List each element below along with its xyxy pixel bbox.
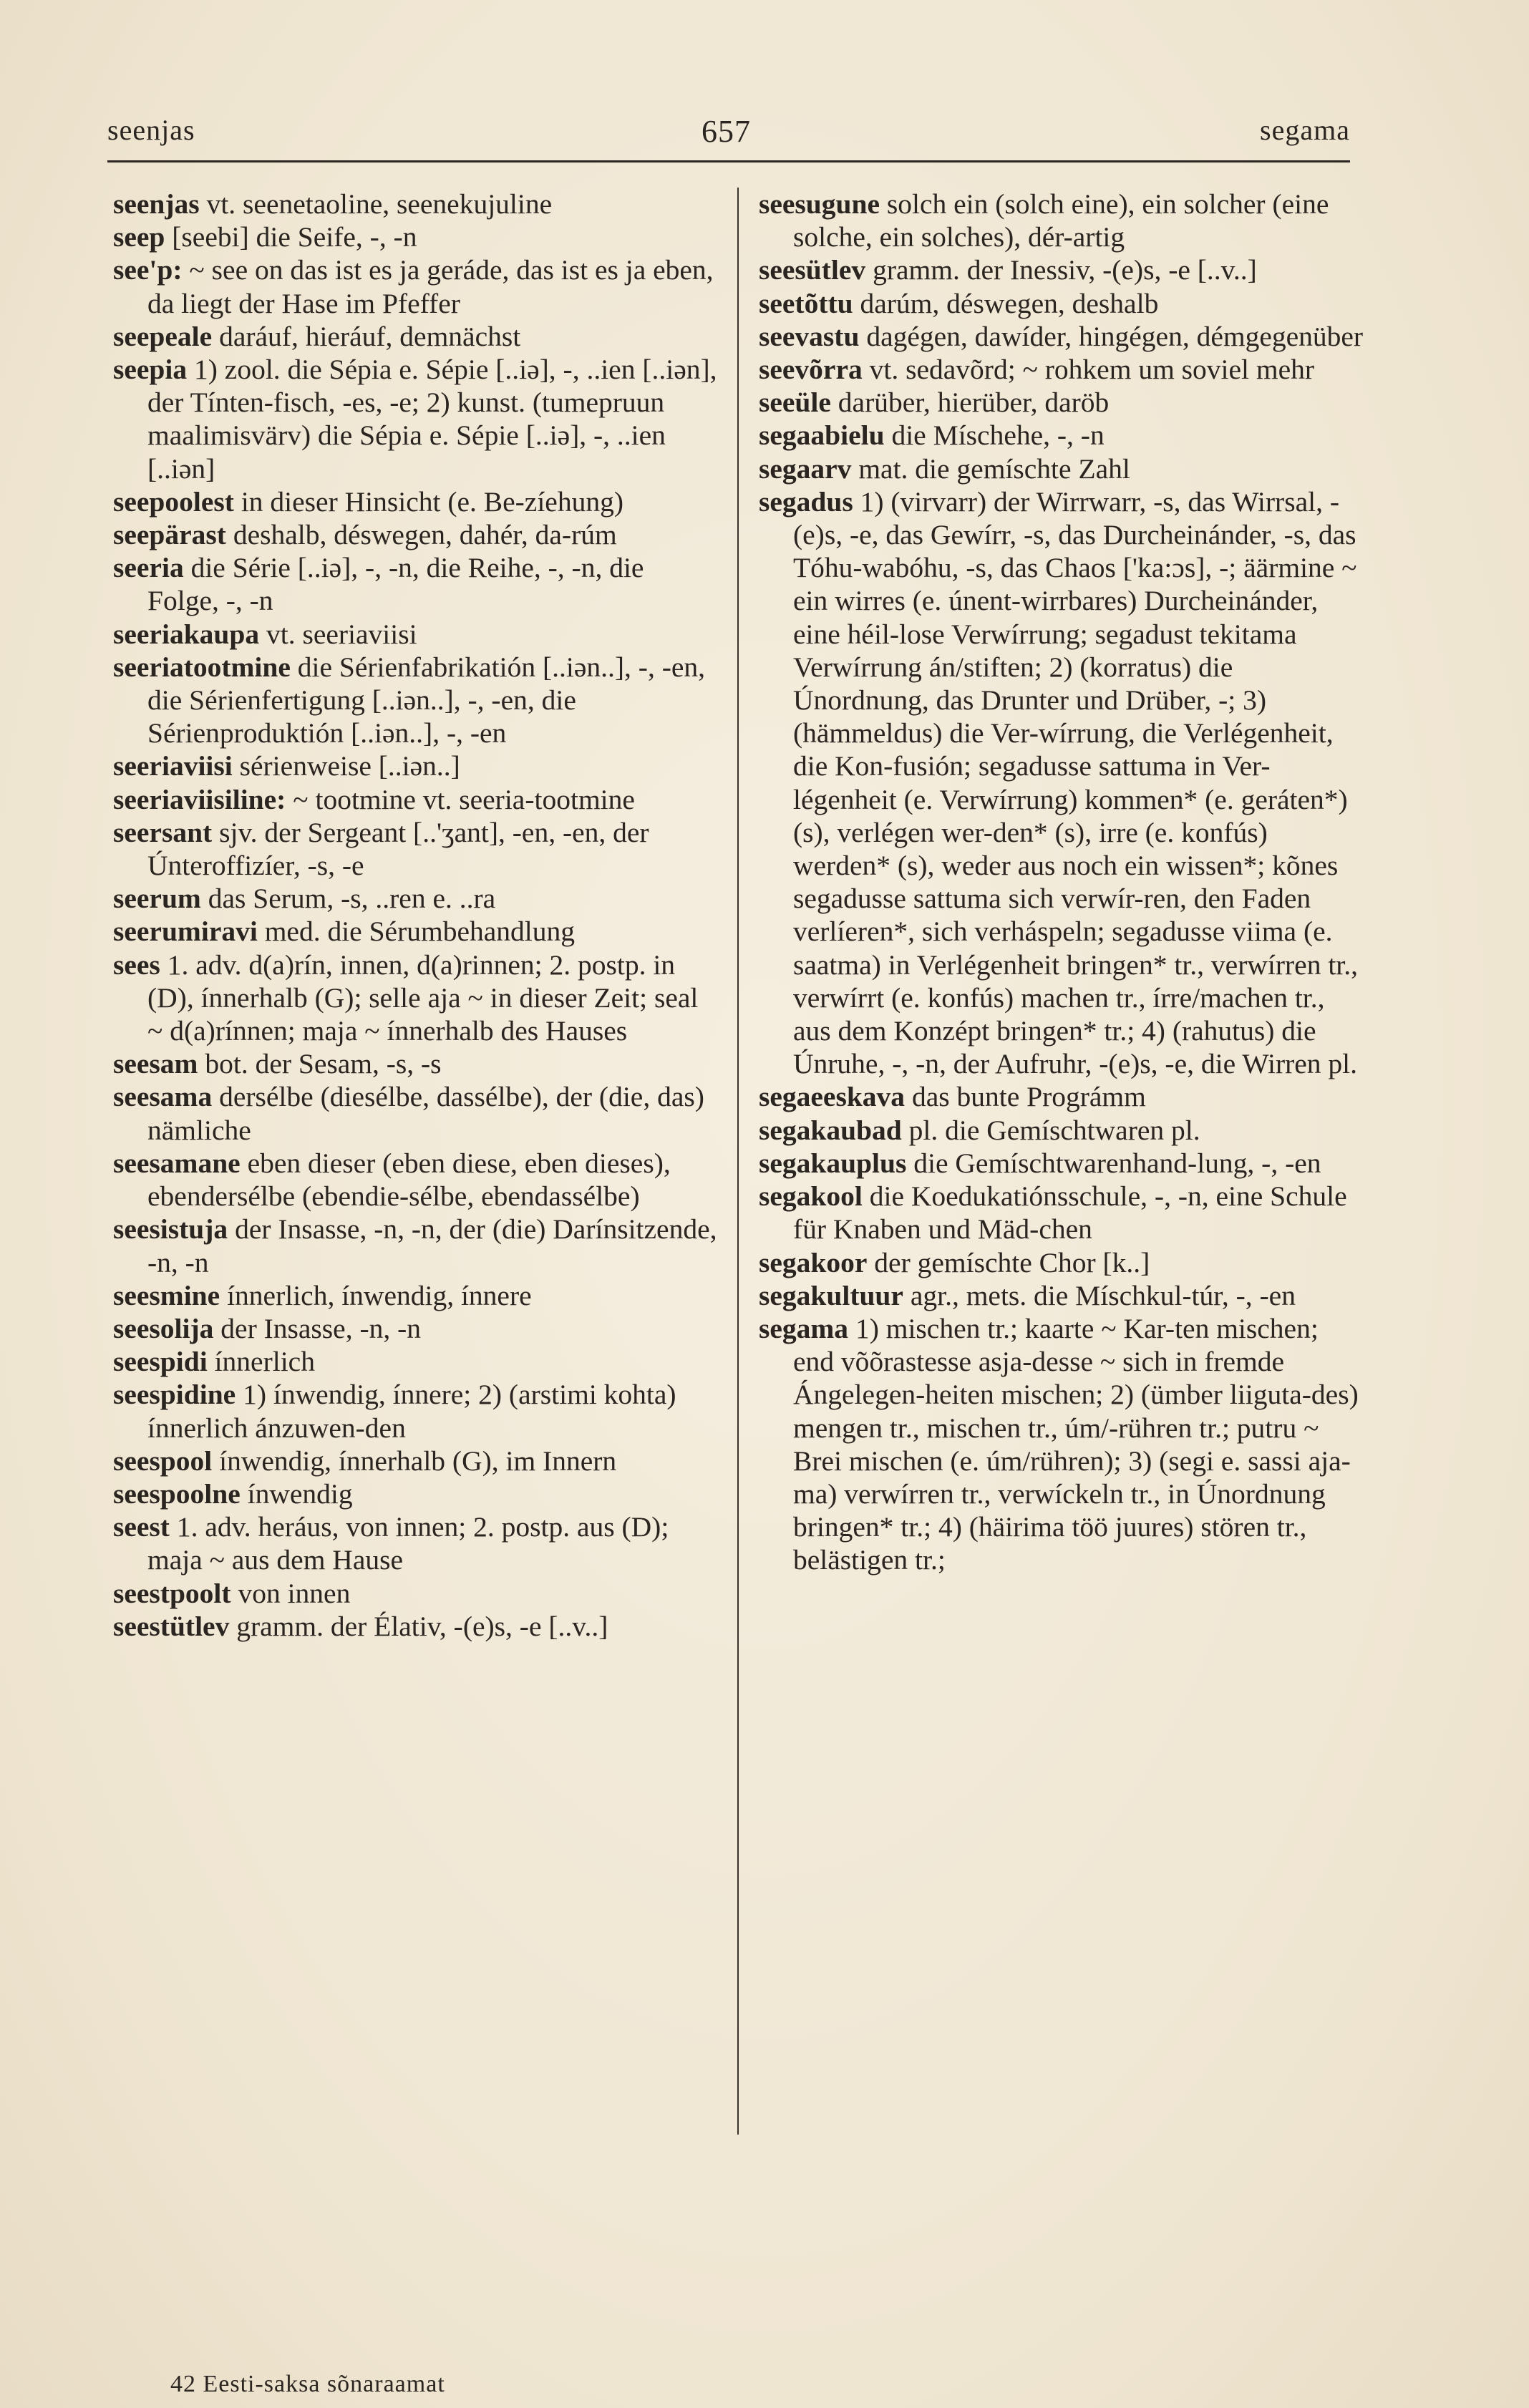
headword: segakultuur bbox=[759, 1279, 903, 1311]
page-number: 657 bbox=[702, 114, 751, 149]
definition: ~ see on das ist es ja geráde, das ist es ja eben, da liegt der Hase im Pfeffer bbox=[147, 254, 714, 319]
headword: seeüle bbox=[759, 387, 831, 419]
definition: 1. adv. heráus, von innen; 2. postp. aus (D); maja ~ aus dem Hause bbox=[147, 1511, 669, 1576]
headword: seespool bbox=[113, 1445, 213, 1477]
definition: eben dieser (eben diese, eben dieses), ebendersélbe (ebendie-sélbe, ebendassélbe) bbox=[147, 1147, 671, 1213]
headword: seevõrra bbox=[759, 354, 863, 386]
definition: der Insasse, -n, -n bbox=[213, 1312, 421, 1344]
dictionary-entry bbox=[113, 882, 718, 915]
header-left-guideword: seenjas bbox=[107, 114, 195, 146]
definition: dagégen, dawíder, hingégen, démgegenüber bbox=[859, 320, 1364, 352]
definition: ínwendig, ínnerhalb (G), im Innern bbox=[212, 1445, 617, 1477]
dictionary-entry bbox=[759, 1312, 1364, 1577]
definition: ínnerlich, ínwendig, ínnere bbox=[220, 1279, 532, 1311]
headword: seersant bbox=[113, 816, 213, 848]
headword: segakool bbox=[759, 1180, 863, 1213]
definition: [seebi] die Seife, -, -n bbox=[165, 221, 417, 253]
dictionary-entry bbox=[113, 253, 718, 319]
dictionary-entry bbox=[759, 419, 1364, 452]
headword: seesolija bbox=[113, 1312, 214, 1344]
dictionary-entry bbox=[113, 551, 718, 617]
headword: seeriaviisi bbox=[113, 750, 233, 782]
headword: seeriaviisiline: bbox=[113, 783, 286, 815]
dictionary-entry bbox=[759, 485, 1364, 1081]
definition: pl. die Gemíschtwaren pl. bbox=[901, 1114, 1200, 1146]
definition: sérienweise [..iən..] bbox=[232, 750, 460, 782]
definition: solch ein (solch eine), ein solcher (eine solche, ein solches), dér-artig bbox=[793, 188, 1329, 253]
definition: von innen bbox=[230, 1577, 351, 1609]
headword: seeriakaupa bbox=[113, 618, 260, 650]
definition: bot. der Sesam, -s, -s bbox=[198, 1048, 442, 1080]
dictionary-entry bbox=[113, 948, 718, 1048]
dictionary-entry bbox=[113, 783, 718, 816]
dictionary-entry bbox=[759, 353, 1364, 386]
definition: med. die Sérumbehandlung bbox=[257, 916, 576, 948]
dictionary-entry bbox=[113, 915, 718, 948]
headword: seepia bbox=[113, 354, 188, 386]
column-divider bbox=[737, 188, 739, 2135]
dictionary-entry bbox=[113, 1279, 718, 1312]
headword: seepeale bbox=[113, 320, 213, 352]
dictionary-entry bbox=[759, 188, 1364, 253]
definition: vt. seenetaoline, seenekujuline bbox=[199, 188, 553, 220]
headword: seeria bbox=[113, 552, 184, 584]
dictionary-entry bbox=[113, 1147, 718, 1213]
definition: das Serum, -s, ..ren e. ..ra bbox=[200, 883, 496, 915]
dictionary-entry bbox=[759, 1279, 1364, 1312]
dictionary-entry bbox=[113, 1047, 718, 1080]
dictionary-entry bbox=[759, 1114, 1364, 1147]
headword: segaeeskava bbox=[759, 1081, 906, 1113]
header-rule bbox=[107, 160, 1350, 162]
dictionary-entry bbox=[113, 1577, 718, 1610]
definition: 1) ínwendig, ínnere; 2) (arstimi kohta) ínnerlich ánzuwen-den bbox=[147, 1379, 676, 1444]
dictionary-entry bbox=[113, 749, 718, 782]
dictionary-entry bbox=[113, 1345, 718, 1378]
headword: segaarv bbox=[759, 452, 852, 485]
dictionary-entry bbox=[759, 1180, 1364, 1246]
definition: 1) mischen tr.; kaarte ~ Kar-ten mischen; end võõrastesse asja-desse ~ sich in fremde Ángelegen-heiten mischen; 2) (ümber liiguta-des) mengen tr., mischen tr., úm/-rühren tr.; putru ~ Brei mischen (e. úm/rühren); 3) (segi e. sassi aja-ma) verwírren tr., verwíckeln tr., in Únordnung bringen* tr.; 4) (häirima töö juures) stören tr., belästigen tr.; bbox=[793, 1312, 1359, 1576]
headword: segaabielu bbox=[759, 419, 885, 452]
headword: seetõttu bbox=[759, 287, 853, 319]
dictionary-entry bbox=[759, 1246, 1364, 1279]
headword: seepoolest bbox=[113, 485, 234, 518]
definition: die Koedukatiónsschule, -, -n, eine Schule für Knaben und Mäd-chen bbox=[793, 1180, 1347, 1246]
definition: mat. die gemíschte Zahl bbox=[851, 452, 1130, 485]
definition: die Sérienfabrikatión [..iən..], -, -en, die Sérienfertigung [..iən..], -, -en, die Sérienproduktión [..iən..], -, -en bbox=[147, 651, 706, 749]
headword: sees bbox=[113, 948, 160, 981]
definition: 1) zool. die Sépia e. Sépie [..iə], -, ..ien [..iən], der Tínten-fisch, -es, -e; 2) kunst. (tumepruun maalimisvärv) die Sépia e. Sépie [..iə], -, ..ien [..iən] bbox=[147, 354, 717, 485]
dictionary-entry bbox=[759, 386, 1364, 419]
page-footer: 42 Eesti-saksa sõnaraamat bbox=[170, 2371, 445, 2397]
dictionary-entry bbox=[113, 1213, 718, 1278]
headword: seespoolne bbox=[113, 1477, 241, 1510]
dictionary-entry bbox=[759, 1147, 1364, 1180]
headword: seeriatootmine bbox=[113, 651, 291, 683]
dictionary-entry bbox=[113, 618, 718, 651]
definition: die Série [..iə], -, -n, die Reihe, -, -n, die Folge, -, -n bbox=[147, 552, 644, 617]
definition: der gemíschte Chor [k..] bbox=[867, 1246, 1150, 1278]
left-column bbox=[113, 188, 718, 1643]
definition: vt. sedavõrd; ~ rohkem um soviel mehr bbox=[862, 354, 1315, 386]
dictionary-entry bbox=[113, 816, 718, 882]
dictionary-entry bbox=[759, 320, 1364, 353]
dictionary-entry bbox=[113, 1477, 718, 1510]
dictionary-entry bbox=[113, 651, 718, 750]
definition: vt. seeriaviisi bbox=[259, 618, 417, 650]
dictionary-entry bbox=[113, 518, 718, 551]
definition: ínwendig bbox=[240, 1477, 353, 1510]
dictionary-entry bbox=[113, 1378, 718, 1444]
definition: die Míschehe, -, -n bbox=[884, 419, 1105, 452]
dictionary-entry bbox=[113, 1610, 718, 1643]
definition: darúm, déswegen, deshalb bbox=[853, 287, 1159, 319]
headword: seespidi bbox=[113, 1346, 208, 1378]
right-column bbox=[759, 188, 1364, 1577]
headword: seestpoolt bbox=[113, 1577, 231, 1609]
dictionary-entry bbox=[759, 253, 1364, 286]
definition: gramm. der Inessiv, -(e)s, -e [..v..] bbox=[865, 254, 1257, 286]
definition: ~ tootmine vt. seeria-tootmine bbox=[286, 783, 635, 815]
definition: dersélbe (diesélbe, dassélbe), der (die, das) nämliche bbox=[147, 1081, 704, 1146]
headword: seerum bbox=[113, 883, 201, 915]
definition: sjv. der Sergeant [..'ʒant], -en, -en, der Únteroffizíer, -s, -e bbox=[147, 816, 649, 882]
headword: seevastu bbox=[759, 320, 860, 352]
headword: segakaubad bbox=[759, 1114, 902, 1146]
headword: see'p: bbox=[113, 254, 183, 286]
headword: seerumiravi bbox=[113, 916, 258, 948]
dictionary-entry bbox=[113, 1080, 718, 1146]
dictionary-entry bbox=[113, 188, 718, 220]
page-header bbox=[107, 113, 1350, 156]
definition: daráuf, hieráuf, demnächst bbox=[212, 320, 521, 352]
headword: seepärast bbox=[113, 519, 226, 551]
dictionary-entry bbox=[113, 1445, 718, 1477]
dictionary-entry bbox=[759, 1080, 1364, 1113]
header-right-guideword: segama bbox=[1260, 114, 1350, 146]
headword: seesama bbox=[113, 1081, 213, 1113]
dictionary-entry bbox=[113, 320, 718, 353]
definition: darüber, hierüber, daröb bbox=[830, 387, 1110, 419]
headword: seesamane bbox=[113, 1147, 241, 1179]
definition: das bunte Prográmm bbox=[905, 1081, 1146, 1113]
definition: 1. adv. d(a)rín, innen, d(a)rinnen; 2. postp. in (D), ínnerhalb (G); selle aja ~ in dieser Zeit; seal ~ d(a)rínnen; maja ~ ínnerhalb des Hauses bbox=[147, 948, 699, 1047]
dictionary-entry bbox=[759, 452, 1364, 485]
definition: agr., mets. die Míschkul-túr, -, -en bbox=[903, 1279, 1296, 1311]
headword: segadus bbox=[759, 485, 853, 518]
headword: seesam bbox=[113, 1048, 198, 1080]
definition: deshalb, déswegen, dahér, da-rúm bbox=[225, 519, 617, 551]
definition: gramm. der Élativ, -(e)s, -e [..v..] bbox=[229, 1610, 608, 1642]
definition: in dieser Hinsicht (e. Be-zíehung) bbox=[233, 485, 623, 518]
dictionary-entry bbox=[113, 353, 718, 485]
definition: die Gemíschtwarenhand-lung, -, -en bbox=[906, 1147, 1321, 1179]
definition: ínnerlich bbox=[207, 1346, 315, 1378]
headword: seesmine bbox=[113, 1279, 220, 1311]
headword: seep bbox=[113, 221, 165, 253]
headword: seest bbox=[113, 1511, 170, 1543]
dictionary-entry bbox=[113, 220, 718, 253]
definition: 1) (virvarr) der Wirrwarr, -s, das Wirrsal, -(e)s, -e, das Gewírr, -s, das Durcheinánder, -s, das Tóhu-wabóhu, -s, das Chaos ['ka:ɔs], -; äärmine ~ ein wirres (e. únent-wirrbares) Durcheinánder, eine héil-lose Verwírrung; segadust tekitama Verwírrung án/stiften; 2) (korratus) die Únordnung, das Drunter und Drüber, -; 3) (hämmeldus) die Ver-wírrung, die Verlégenheit, die Kon-fusión; segadusse sattuma in Ver-légenheit (e. Verwírrung) kommen* (e. geráten*) (s), verlégen wer-den* (s), irre (e. konfús) werden* (s), weder aus noch ein wissen*; kõnes segadusse sattuma sich verwír-ren, den Faden verlíeren*, sich verháspeln; segadusse viima (e. saatma) in Verlégenheit bringen* tr., verwírren tr., verwírrt (e. konfús) machen tr., írre/machen tr., aus dem Konzépt bringen* tr.; 4) (rahutus) die Únruhe, -, -n, der Aufruhr, -(e)s, -e, die Wirren pl. bbox=[793, 485, 1359, 1080]
headword: seesütlev bbox=[759, 254, 866, 286]
headword: seespidine bbox=[113, 1379, 236, 1411]
headword: segakoor bbox=[759, 1246, 868, 1278]
dictionary-entry bbox=[759, 287, 1364, 320]
dictionary-entry bbox=[113, 1510, 718, 1576]
headword: seenjas bbox=[113, 188, 200, 220]
dictionary-entry bbox=[113, 1312, 718, 1345]
dictionary-entry bbox=[113, 485, 718, 518]
headword: seestütlev bbox=[113, 1610, 230, 1642]
definition: der Insasse, -n, -n, der (die) Darínsitzende, -n, -n bbox=[147, 1213, 717, 1278]
headword: seesugune bbox=[759, 188, 880, 220]
headword: segakauplus bbox=[759, 1147, 907, 1179]
headword: segama bbox=[759, 1312, 849, 1344]
headword: seesistuja bbox=[113, 1213, 228, 1246]
